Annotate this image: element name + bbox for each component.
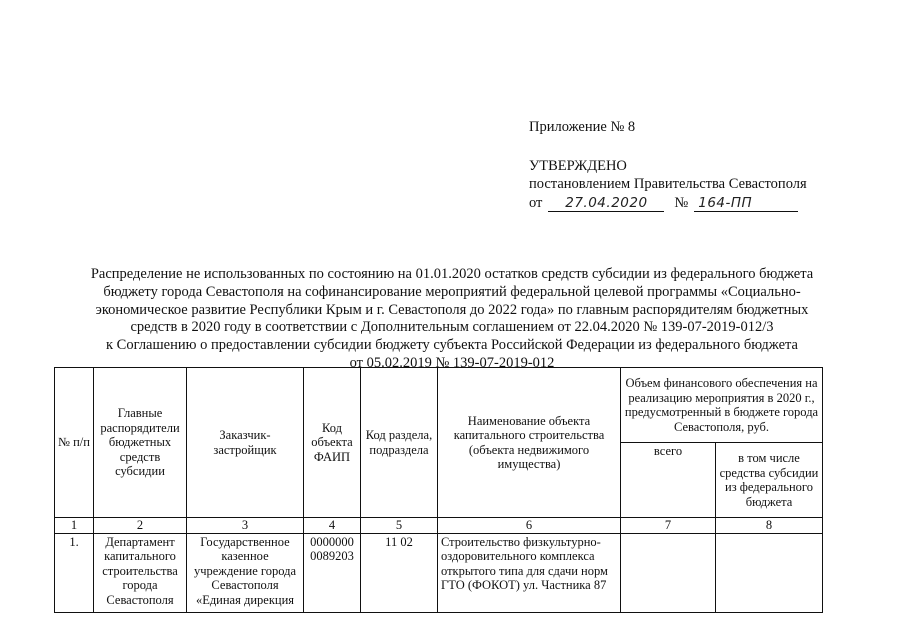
cell-total: [621, 533, 716, 612]
cell-object-name: Строительство физкультурно-оздоровительного комплекса открытого типа для сдачи норм ГТО (ФОКОТ) ул. Частника 87: [438, 533, 621, 612]
header-object-name: Наименование объекта капитального строительства (объекта недвижимого имущества): [438, 368, 621, 518]
column-number: 8: [716, 518, 823, 534]
cell-section-code: 11 02: [361, 533, 438, 612]
number-label: №: [674, 194, 689, 211]
resolution-date: 27.04.2020: [548, 196, 664, 212]
title-line: средств в 2020 году в соответствии с Дополнительным соглашением от 22.04.2020 № 139-07-2019-012/3: [130, 319, 774, 336]
column-number: 1: [55, 518, 94, 534]
header-row: [55, 368, 823, 443]
title-line: экономическое развитие Республики Крым и г. Севастополя до 2022 года» по главным распорядителям бюджетных: [95, 301, 809, 318]
column-number: 2: [94, 518, 187, 534]
header-customer: Заказчик-застройщик: [187, 368, 304, 518]
resolution-number: 164-ПП: [694, 196, 798, 212]
column-number: 6: [438, 518, 621, 534]
header-num: № п/п: [55, 368, 94, 518]
cell-manager: Департамент капитального строительства города Севастополя: [94, 533, 187, 612]
cell-customer: Государственное казенное учреждение города Севастополя «Единая дирекция: [187, 533, 304, 612]
header-faip-code: Код объекта ФАИП: [304, 368, 361, 518]
cell-num: 1.: [55, 533, 94, 612]
column-numbers-row: [55, 518, 823, 534]
resolution-date-line: [529, 194, 889, 213]
distribution-table: [54, 367, 823, 613]
column-number: 5: [361, 518, 438, 534]
header-managers: Главные распорядители бюджетных средств субсидии: [94, 368, 187, 518]
column-number: 7: [621, 518, 716, 534]
header-section-code: Код раздела, подраздела: [361, 368, 438, 518]
approval-block: [529, 118, 889, 212]
from-label: от: [529, 194, 543, 211]
approved-by: постановлением Правительства Севастополя: [529, 176, 807, 192]
header-funding: Объем финансового обеспечения на реализацию мероприятия в 2020 г., предусмотренный в бюджете города Севастополя, руб.: [621, 368, 823, 443]
column-number: 3: [187, 518, 304, 534]
cell-faip-code: 0000000 0089203: [304, 533, 361, 612]
appendix-number: Приложение № 8: [529, 119, 636, 135]
approved-stamp-text: УТВЕРЖДЕНО: [529, 157, 627, 174]
title-line: от 05.02.2019 № 139-07-2019-012: [349, 354, 555, 371]
title-line: к Соглашению о предоставлении субсидии бюджету субъекта Российской Федерации из федерального бюджета: [106, 337, 798, 354]
title-line: бюджету города Севастополя на софинансирование мероприятий федеральной целевой программы «Социально-: [103, 283, 801, 300]
header-federal: в том числе средства субсидии из федерального бюджета: [716, 443, 823, 518]
column-number: 4: [304, 518, 361, 534]
header-total: всего: [621, 443, 716, 518]
cell-federal: [716, 533, 823, 612]
title-line: Распределение не использованных по состоянию на 01.01.2020 остатков средств субсидии из федерального бюджета: [90, 266, 814, 282]
table-row: [55, 533, 823, 612]
document-title: [40, 266, 864, 373]
